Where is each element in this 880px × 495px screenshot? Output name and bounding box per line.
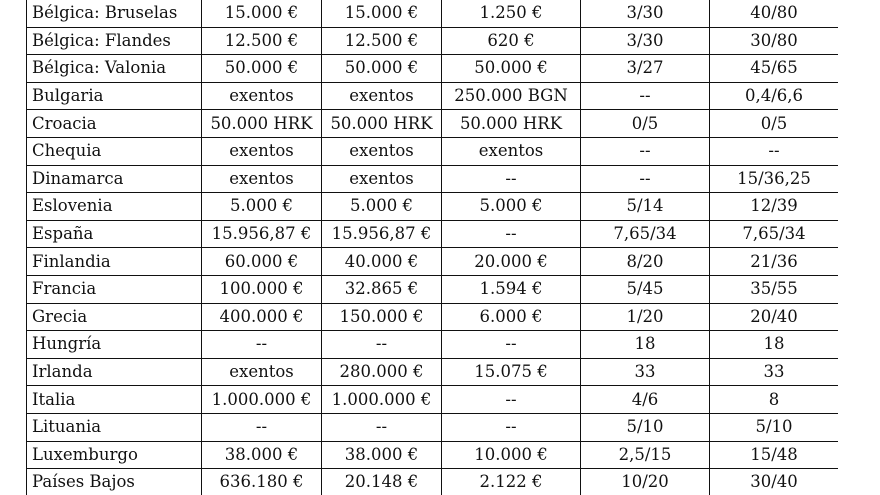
country-cell: Dinamarca (27, 165, 202, 193)
threshold-2-cell: exentos (322, 137, 442, 165)
threshold-1-cell: 15.956,87 € (202, 220, 322, 248)
rate-1-cell: 18 (581, 331, 710, 359)
rate-2-cell: 7,65/34 (710, 220, 839, 248)
threshold-2-cell: exentos (322, 82, 442, 110)
rate-2-cell: 21/36 (710, 248, 839, 276)
threshold-1-cell: exentos (202, 358, 322, 386)
table-row (27, 110, 839, 138)
threshold-3-cell: 1.594 € (442, 275, 581, 303)
rate-1-cell: 8/20 (581, 248, 710, 276)
threshold-1-cell: 5.000 € (202, 193, 322, 221)
threshold-2-cell: 1.000.000 € (322, 386, 442, 414)
rate-1-cell: 0/5 (581, 110, 710, 138)
rate-1-cell: 3/30 (581, 0, 710, 27)
country-cell: Lituania (27, 413, 202, 441)
rate-1-cell: -- (581, 82, 710, 110)
rate-2-cell: 30/80 (710, 27, 839, 55)
rate-2-cell: 18 (710, 331, 839, 359)
rate-1-cell: 3/30 (581, 27, 710, 55)
country-cell: Países Bajos (27, 469, 202, 495)
rate-2-cell: 40/80 (710, 0, 839, 27)
country-cell: Francia (27, 275, 202, 303)
table-row (27, 165, 839, 193)
rate-2-cell: 0,4/6,6 (710, 82, 839, 110)
table-row (27, 275, 839, 303)
table-row (27, 358, 839, 386)
country-cell: Chequia (27, 137, 202, 165)
threshold-1-cell: exentos (202, 137, 322, 165)
threshold-2-cell: 32.865 € (322, 275, 442, 303)
threshold-1-cell: -- (202, 331, 322, 359)
rate-2-cell: 45/65 (710, 55, 839, 83)
threshold-2-cell: 12.500 € (322, 27, 442, 55)
rate-2-cell: 8 (710, 386, 839, 414)
threshold-3-cell: 6.000 € (442, 303, 581, 331)
threshold-2-cell: 150.000 € (322, 303, 442, 331)
threshold-3-cell: exentos (442, 137, 581, 165)
rate-1-cell: 5/45 (581, 275, 710, 303)
threshold-1-cell: 100.000 € (202, 275, 322, 303)
threshold-2-cell: 38.000 € (322, 441, 442, 469)
rate-2-cell: 20/40 (710, 303, 839, 331)
tax-table-body (27, 0, 839, 495)
rate-2-cell: 0/5 (710, 110, 839, 138)
table-row (27, 386, 839, 414)
country-cell: Croacia (27, 110, 202, 138)
threshold-2-cell: 15.000 € (322, 0, 442, 27)
table-row (27, 55, 839, 83)
rate-1-cell: 7,65/34 (581, 220, 710, 248)
rate-2-cell: 33 (710, 358, 839, 386)
threshold-3-cell: 50.000 € (442, 55, 581, 83)
threshold-3-cell: 50.000 HRK (442, 110, 581, 138)
threshold-1-cell: 38.000 € (202, 441, 322, 469)
threshold-1-cell: 50.000 HRK (202, 110, 322, 138)
table-row (27, 413, 839, 441)
rate-1-cell: -- (581, 165, 710, 193)
threshold-1-cell: exentos (202, 82, 322, 110)
country-cell: Luxemburgo (27, 441, 202, 469)
rate-1-cell: 2,5/15 (581, 441, 710, 469)
country-cell: Eslovenia (27, 193, 202, 221)
rate-1-cell: 5/14 (581, 193, 710, 221)
rate-2-cell: -- (710, 137, 839, 165)
threshold-3-cell: -- (442, 331, 581, 359)
threshold-3-cell: 1.250 € (442, 0, 581, 27)
country-cell: Finlandia (27, 248, 202, 276)
threshold-3-cell: 10.000 € (442, 441, 581, 469)
threshold-2-cell: 280.000 € (322, 358, 442, 386)
tax-table (26, 0, 838, 495)
threshold-2-cell: 5.000 € (322, 193, 442, 221)
rate-2-cell: 15/36,25 (710, 165, 839, 193)
rate-1-cell: 4/6 (581, 386, 710, 414)
threshold-2-cell: 40.000 € (322, 248, 442, 276)
table-row (27, 303, 839, 331)
threshold-3-cell: -- (442, 165, 581, 193)
threshold-2-cell: -- (322, 413, 442, 441)
threshold-2-cell: -- (322, 331, 442, 359)
threshold-2-cell: 50.000 € (322, 55, 442, 83)
table-row (27, 193, 839, 221)
threshold-3-cell: 620 € (442, 27, 581, 55)
country-cell: Grecia (27, 303, 202, 331)
threshold-1-cell: 12.500 € (202, 27, 322, 55)
table-row (27, 469, 839, 495)
rate-2-cell: 15/48 (710, 441, 839, 469)
threshold-1-cell: 636.180 € (202, 469, 322, 495)
country-cell: Bélgica: Flandes (27, 27, 202, 55)
threshold-3-cell: 250.000 BGN (442, 82, 581, 110)
threshold-3-cell: -- (442, 386, 581, 414)
rate-2-cell: 30/40 (710, 469, 839, 495)
table-row (27, 27, 839, 55)
threshold-3-cell: 5.000 € (442, 193, 581, 221)
threshold-2-cell: exentos (322, 165, 442, 193)
threshold-1-cell: -- (202, 413, 322, 441)
threshold-1-cell: 15.000 € (202, 0, 322, 27)
threshold-2-cell: 15.956,87 € (322, 220, 442, 248)
rate-1-cell: 5/10 (581, 413, 710, 441)
rate-1-cell: 10/20 (581, 469, 710, 495)
table-row (27, 248, 839, 276)
threshold-3-cell: 2.122 € (442, 469, 581, 495)
threshold-2-cell: 50.000 HRK (322, 110, 442, 138)
threshold-3-cell: 20.000 € (442, 248, 581, 276)
country-cell: Bélgica: Bruselas (27, 0, 202, 27)
table-row (27, 137, 839, 165)
table-row (27, 220, 839, 248)
country-cell: España (27, 220, 202, 248)
rate-1-cell: 33 (581, 358, 710, 386)
table-row (27, 82, 839, 110)
table-row (27, 0, 839, 27)
rate-1-cell: 1/20 (581, 303, 710, 331)
rate-2-cell: 5/10 (710, 413, 839, 441)
threshold-3-cell: -- (442, 413, 581, 441)
rate-2-cell: 12/39 (710, 193, 839, 221)
rate-2-cell: 35/55 (710, 275, 839, 303)
country-cell: Bulgaria (27, 82, 202, 110)
threshold-1-cell: 400.000 € (202, 303, 322, 331)
rate-1-cell: -- (581, 137, 710, 165)
threshold-3-cell: -- (442, 220, 581, 248)
threshold-1-cell: 60.000 € (202, 248, 322, 276)
rate-1-cell: 3/27 (581, 55, 710, 83)
threshold-1-cell: exentos (202, 165, 322, 193)
threshold-3-cell: 15.075 € (442, 358, 581, 386)
country-cell: Bélgica: Valonia (27, 55, 202, 83)
tax-table-container (26, 0, 838, 495)
threshold-1-cell: 1.000.000 € (202, 386, 322, 414)
threshold-2-cell: 20.148 € (322, 469, 442, 495)
country-cell: Hungría (27, 331, 202, 359)
country-cell: Irlanda (27, 358, 202, 386)
country-cell: Italia (27, 386, 202, 414)
table-row (27, 331, 839, 359)
threshold-1-cell: 50.000 € (202, 55, 322, 83)
table-row (27, 441, 839, 469)
